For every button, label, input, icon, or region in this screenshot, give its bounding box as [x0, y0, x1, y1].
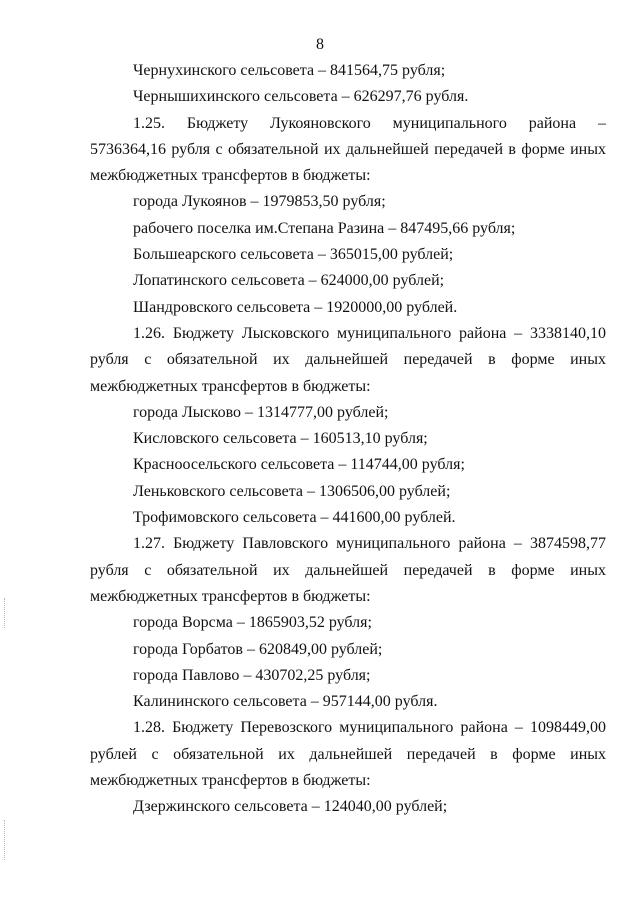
heading-word: Бюджету — [186, 114, 249, 132]
text-line: Дзержинского сельсовета – 124040,00 рублей; — [133, 798, 448, 816]
page-number: 8 — [316, 36, 324, 53]
text-line: Чернухинского сельсовета – 841564,75 рубля; — [133, 62, 446, 79]
text-line: межбюджетных трансфертов в бюджеты: — [90, 772, 371, 790]
text-line: рублей с обязательной их дальнейшей передачей в форме иных — [90, 745, 606, 763]
text-line: рубля с обязательной их дальнейшей передачей в форме иных — [90, 561, 606, 579]
text-line: Чернышихинского сельсовета – 626297,76 рубля. — [133, 88, 469, 106]
text-line: Кисловского сельсовета – 160513,10 рубля; — [133, 430, 428, 448]
section-number: 1.25. — [133, 114, 165, 132]
text-line: города Ворсма – 1865903,52 рубля; — [133, 614, 372, 632]
text-line: города Горбатов – 620849,00 рублей; — [133, 640, 383, 658]
text-line: Леньковского сельсовета – 1306506,00 рублей; — [133, 482, 451, 500]
text-line: 5736364,16 рубля с обязательной их дальнейшей передачей в форме иных — [90, 140, 606, 158]
heading-word: Лукояновского — [270, 114, 371, 132]
text-line: Калининского сельсовета – 957144,00 рубля. — [133, 693, 438, 711]
text-line: рубля с обязательной их дальнейшей передачей в форме иных — [90, 351, 606, 369]
text-line: межбюджетных трансфертов в бюджеты: — [90, 377, 371, 395]
heading-dash: – — [597, 114, 606, 132]
text-line: города Лысково – 1314777,00 рублей; — [133, 403, 389, 421]
text-line: рабочего поселка им.Степана Разина – 847495,66 рубля; — [133, 219, 516, 237]
text-line: города Лукоянов – 1979853,50 рубля; — [133, 193, 386, 211]
document-body — [90, 58, 606, 821]
text-line: города Павлово – 430702,25 рубля; — [133, 666, 371, 684]
scan-edge-mark — [4, 820, 6, 860]
section-1-26-heading: 1.26. Бюджету Лысковского муниципального района – 3338140,10 — [133, 324, 606, 342]
text-line: Красноосельского сельсовета – 114744,00 рубля; — [133, 456, 465, 474]
text-line: Шандровского сельсовета – 1920000,00 рублей. — [133, 298, 458, 316]
text-line: Лопатинского сельсовета – 624000,00 рублей; — [133, 272, 445, 290]
section-1-25-heading — [90, 111, 606, 137]
section-1-27-heading: 1.27. Бюджету Павловского муниципального района – 3874598,77 — [133, 535, 606, 553]
text-line: межбюджетных трансфертов в бюджеты: — [90, 587, 371, 605]
heading-word: района — [528, 114, 577, 132]
text-line: Трофимовского сельсовета – 441600,00 рублей. — [133, 509, 456, 527]
heading-word: муниципального — [392, 114, 507, 132]
section-1-28-heading: 1.28. Бюджету Перевозского муниципального района – 1098449,00 — [133, 719, 606, 737]
scan-edge-mark — [4, 598, 6, 628]
text-line: Большеарского сельсовета – 365015,00 рублей; — [133, 246, 454, 264]
text-line: межбюджетных трансфертов в бюджеты: — [90, 167, 371, 185]
